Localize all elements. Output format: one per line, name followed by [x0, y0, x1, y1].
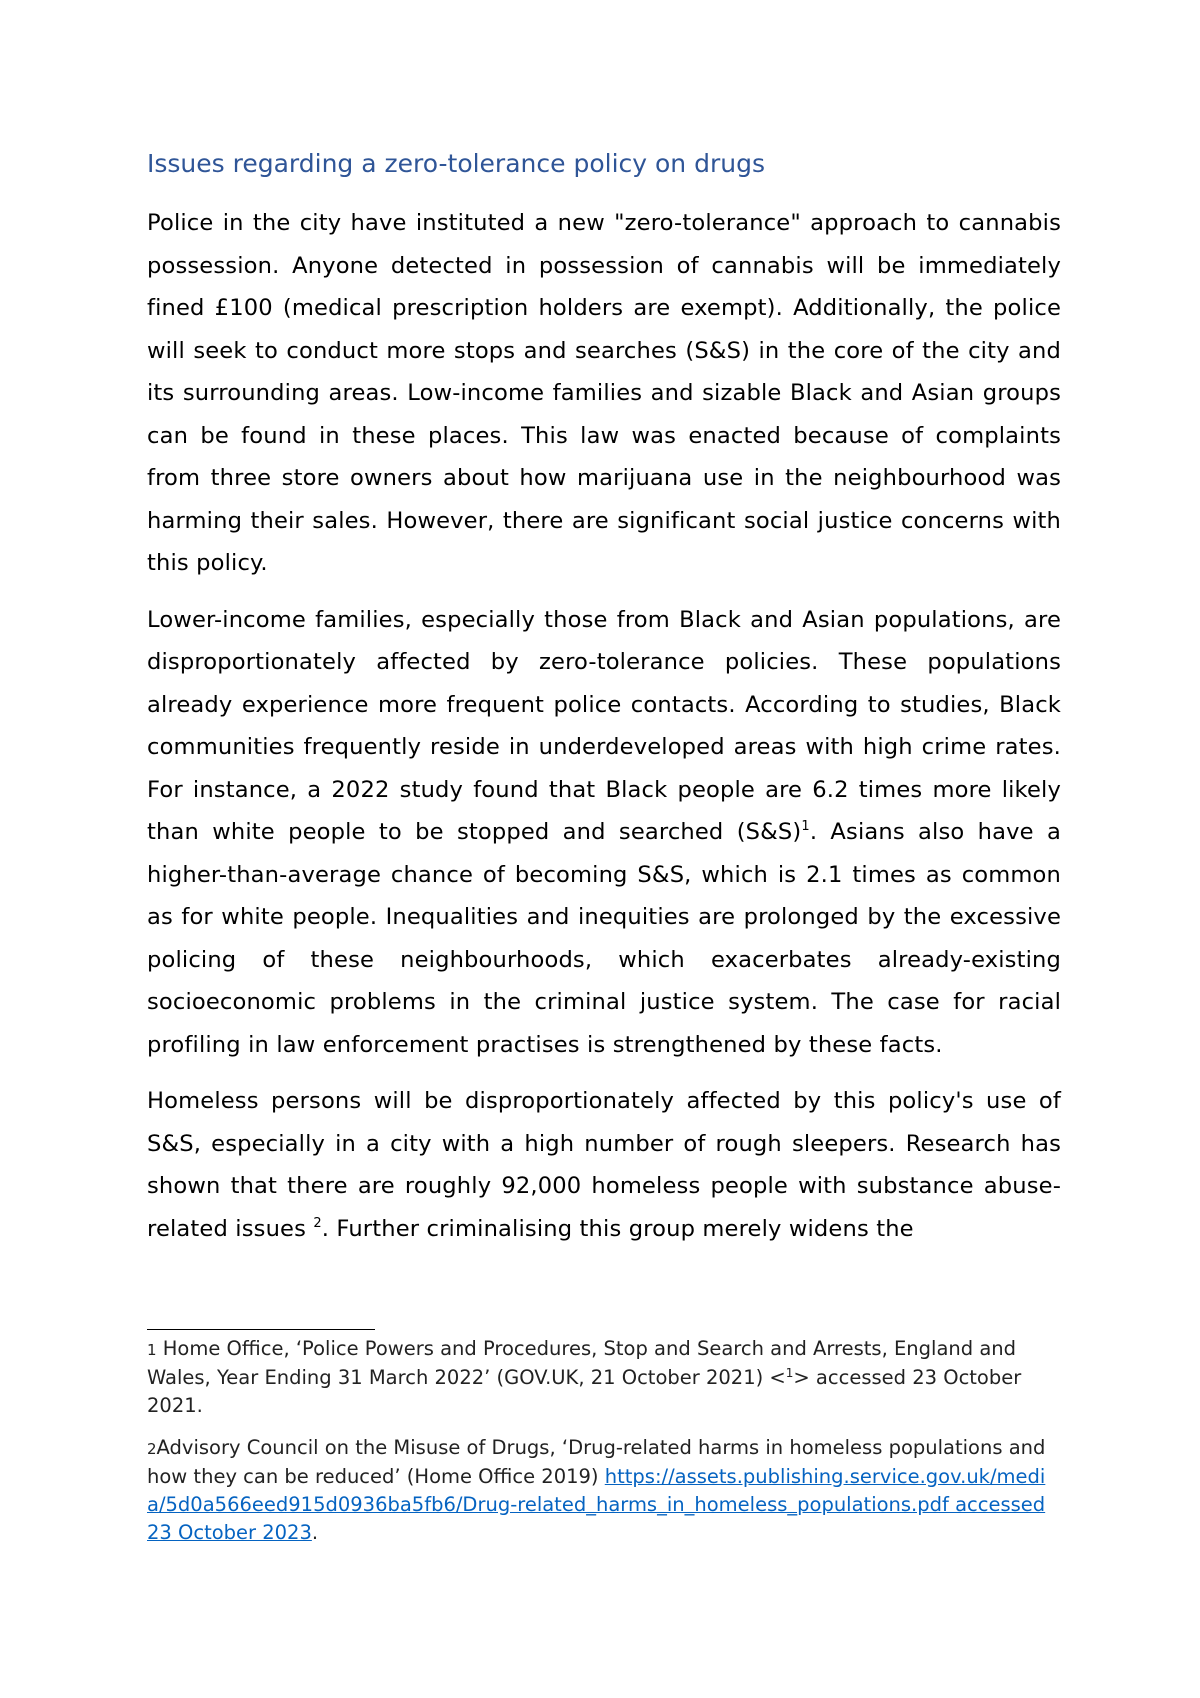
footnote-1-number: 1 — [147, 1341, 157, 1359]
footnote-2-text-b: . — [311, 1521, 319, 1544]
page-title: Issues regarding a zero-tolerance policy on drugs — [147, 149, 765, 178]
footnote-1-text-a: Home Office, ‘Police Powers and Procedures, Stop and Search and Arrests, England and Wales, Year Ending 31 March 2022’ (GOV.UK, 21 October 2021) < — [147, 1337, 1017, 1389]
footnote-1-sup: 1 — [785, 1366, 794, 1380]
footnote-ref-2[interactable]: 2 — [313, 1215, 322, 1231]
footnote-2-link[interactable]: https://assets.publishing.service.gov.uk/media/5d0a566eed915d0936ba5fb6/Drug-related_harms_in_homeless_populations.pdf accessed 23 October 2023 — [147, 1465, 1046, 1544]
paragraph-2 — [147, 599, 1061, 1067]
paragraph-2-text-a: Lower-income families, especially those from Black and Asian populations, are disproportionately affected by zero-tolerance policies. These populations already experience more frequent police contacts. According to studies, Black communities frequently reside in underdeveloped areas with high crime rates. For instance, a 2022 study found that Black people are 6.2 times more likely than white people to be stopped and searched (S&S) — [147, 606, 1061, 845]
footnote-1 — [147, 1335, 1063, 1420]
main-content — [147, 140, 1061, 1264]
footnote-2-text-a: Advisory Council on the Misuse of Drugs, ‘Drug-related harms in homeless populations and how they can be reduced’ (Home Office 2019) — [147, 1436, 1046, 1488]
paragraph-3 — [147, 1080, 1061, 1250]
paragraph-3-text-b: . Further criminalising this group merely widens the — [321, 1215, 914, 1242]
footnote-2-number: 2 — [147, 1440, 157, 1458]
footnote-separator — [147, 1329, 375, 1330]
footnotes — [147, 1335, 1063, 1561]
footnote-2 — [147, 1434, 1063, 1547]
paragraph-3-text-a: Homeless persons will be disproportionately affected by this policy's use of S&S, especially in a city with a high number of rough sleepers. Research has shown that there are roughly 92,000 homeless people with substance abuse-related issues — [147, 1088, 1061, 1242]
paragraph-2-text-b: . Asians also have a higher-than-average chance of becoming S&S, which is 2.1 times as common as for white people. Inequalities and inequities are prolonged by the excessive policing of these neighbourhoods, which exacerbates already-existing socioeconomic problems in the criminal justice system. The case for racial profiling in law enforcement practises is strengthened by these facts. — [147, 819, 1061, 1058]
footnote-1-text-b: > accessed 23 October 2021. — [147, 1366, 1022, 1417]
footnote-ref-1[interactable]: 1 — [801, 819, 810, 834]
paragraph-1: Police in the city have instituted a new "zero-tolerance" approach to cannabis possession. Anyone detected in possession of cannabis will be immediately fined £100 (medical prescription holders are exempt). Additionally, the police will seek to conduct more stops and searches (S&S) in the core of the city and its surrounding areas. Low-income families and sizable Black and Asian groups can be found in these places. This law was enacted because of complaints from three store owners about how marijuana use in the neighbourhood was harming their sales. However, there are significant social justice concerns with this policy. — [147, 210, 1061, 576]
